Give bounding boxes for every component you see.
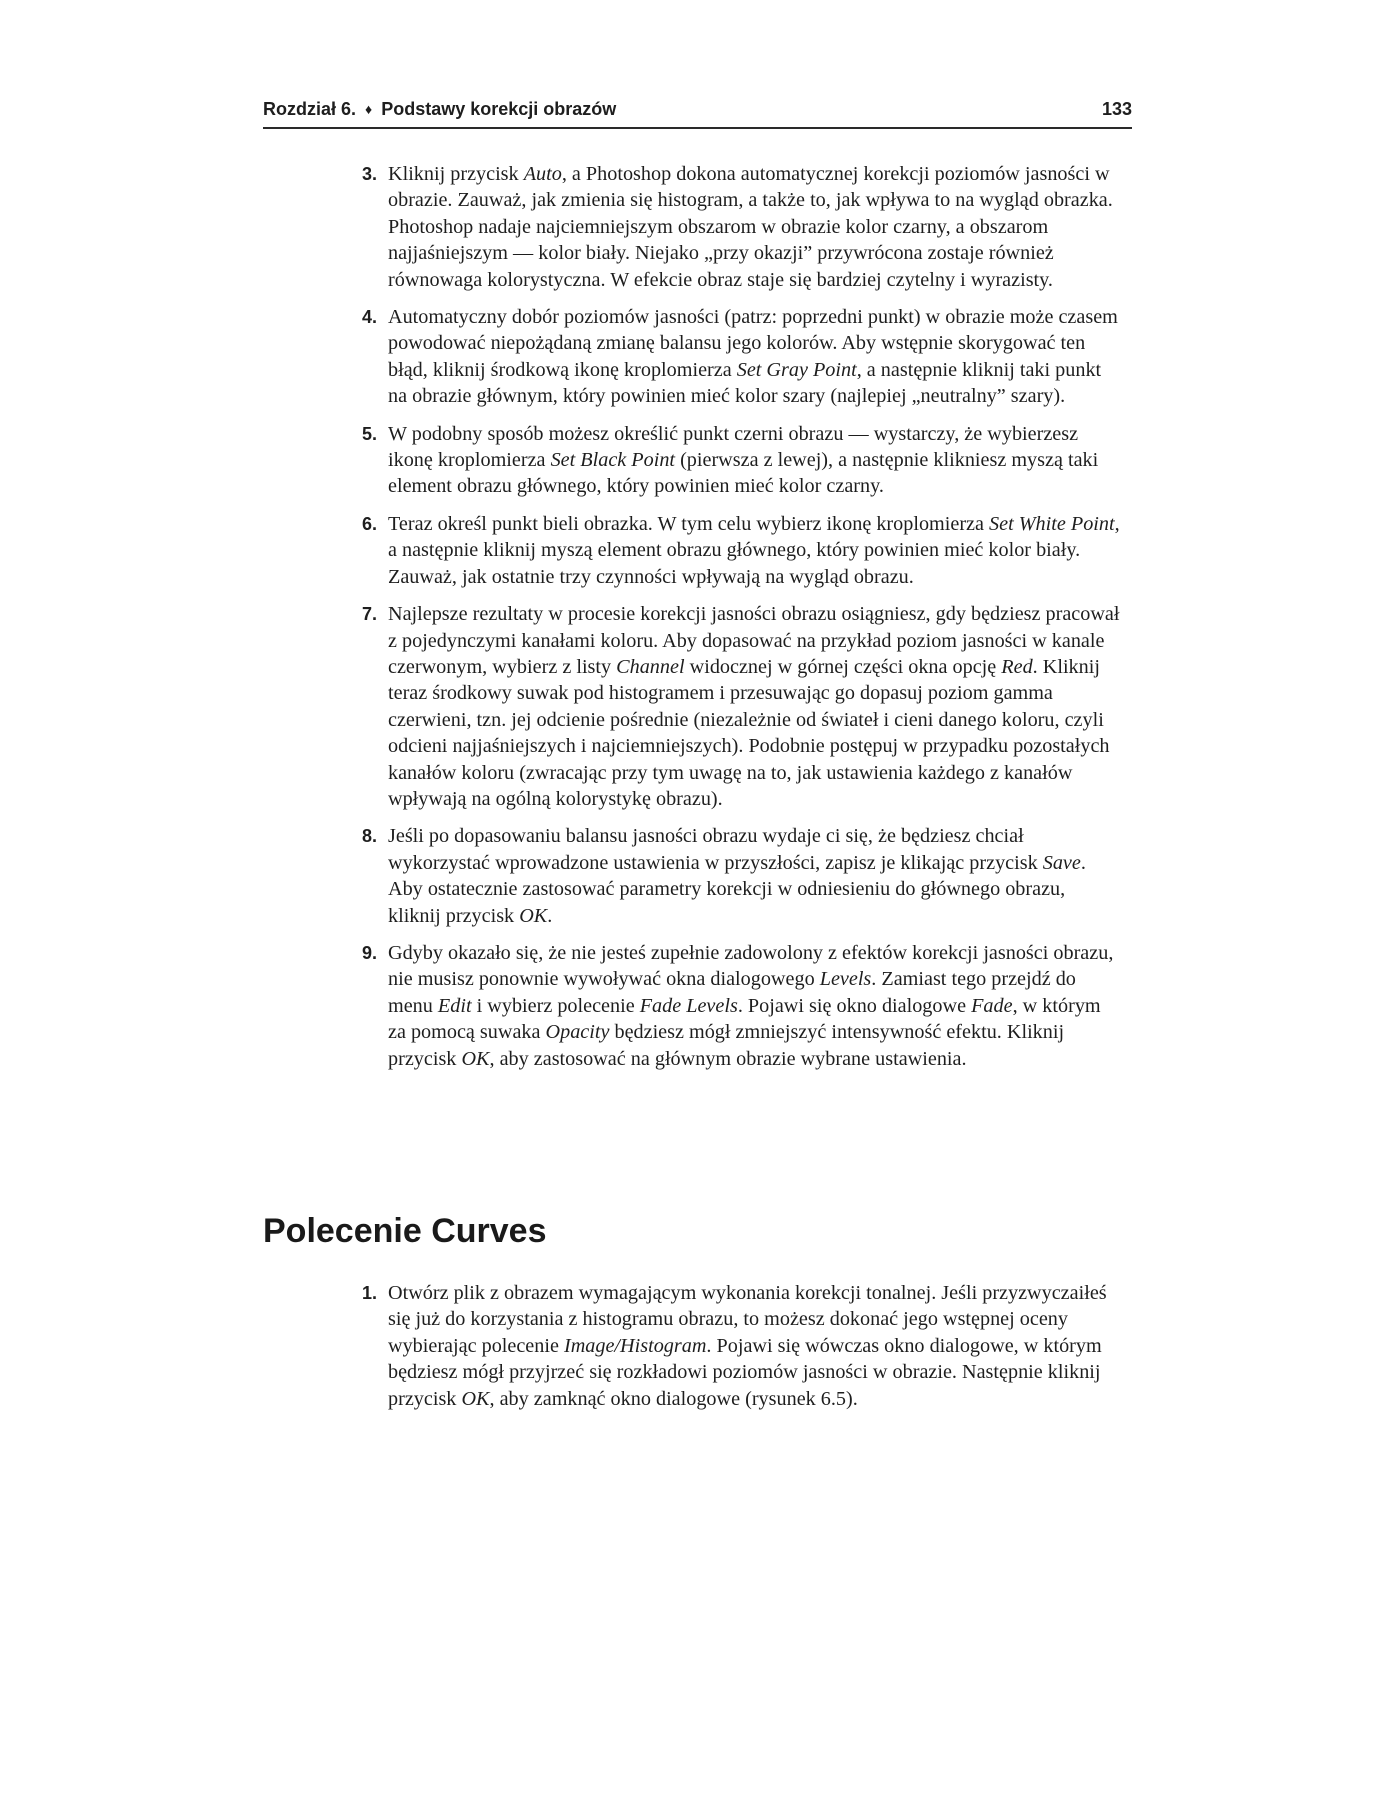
header-title: Podstawy korekcji obrazów (381, 99, 617, 119)
list-item-number: 8. (362, 826, 378, 847)
list-item-text: Gdyby okazało się, że nie jesteś zupełnie zadowolony z efektów korekcji jasności obrazu, nie musisz ponownie wywoływać okna dialogowego Levels. Zamiast tego przejdź do menu Edit i wybierz polecenie Fade Levels. Pojawi się okno dialogowe Fade, w którym za pomocą suwaka Opacity będziesz mógł zmniejszyć intensywność efektu. Kliknij przycisk OK, aby zastosować na głównym obrazie wybrane ustawienia. (388, 941, 1114, 1070)
page-number: 133 (1101, 99, 1132, 119)
header-chapter: Rozdział 6. (263, 99, 357, 119)
list-item (362, 823, 1122, 929)
diamond-icon: ♦ (365, 101, 373, 117)
list-item-number: 9. (362, 942, 378, 963)
list-item-number: 4. (362, 307, 378, 328)
list-item-number: 6. (362, 513, 378, 534)
list-item-number: 7. (362, 604, 378, 625)
list-item (362, 161, 1122, 293)
list-item (362, 940, 1122, 1072)
list-item (362, 511, 1122, 590)
section-steps-list (362, 1280, 1122, 1423)
list-item-number: 3. (362, 164, 378, 184)
steps-list (362, 161, 1122, 1083)
running-header (263, 97, 1132, 129)
list-item-number: 1. (362, 1283, 378, 1303)
section-title: Polecenie Curves (263, 1212, 547, 1250)
list-item (362, 304, 1122, 410)
list-item (362, 1280, 1122, 1412)
list-item-text: Najlepsze rezultaty w procesie korekcji jasności obrazu osiągniesz, gdy będziesz pracował z pojedynczymi kanałami koloru. Aby dopasować na przykład poziom jasności w kanale czerwonym, wybierz z listy Channel widocznej w górnej części okna opcję Red. Kliknij teraz środkowy suwak pod histogramem i przesuwając go dopasuj poziom gamma czerwieni, tzn. jej odcienie pośrednie (niezależnie od świateł i cieni danego koloru, czyli odcieni najjaśniejszych i najciemniejszych). Podobnie postępuj w przypadku pozostałych kanałów koloru (zwracając przy tym uwagę na to, jak ustawienia każdego z kanałów wpływają na ogólną kolorystykę obrazu). (388, 603, 1120, 810)
list-item-text: Jeśli po dopasowaniu balansu jasności obrazu wydaje ci się, że będziesz chciał wykorzystać wprowadzone ustawienia w przyszłości, zapisz je klikając przycisk Save. Aby ostatecznie zastosować parametry korekcji w odniesieniu do głównego obrazu, kliknij przycisk OK. (388, 825, 1086, 927)
header-chapter-title (263, 99, 616, 120)
list-item-text: W podobny sposób możesz określić punkt czerni obrazu — wystarczy, że wybierzesz ikonę kroplomierza Set Black Point (pierwsza z lewej), a następnie klikniesz myszą taki element obrazu głównego, który powinien mieć kolor czarny. (388, 422, 1099, 498)
list-item-text: Automatyczny dobór poziomów jasności (patrz: poprzedni punkt) w obrazie może czasem powodować niepożądaną zmianę balansu jego kolorów. Aby wstępnie skorygować ten błąd, kliknij środkową ikonę kroplomierza Set Gray Point, a następnie kliknij taki punkt na obrazie głównym, który powinien mieć kolor szary (najlepiej „neutralny” szary). (388, 306, 1118, 408)
list-item-text: Otwórz plik z obrazem wymagającym wykonania korekcji tonalnej. Jeśli przyzwyczaiłeś się już do korzystania z histogramu obrazu, to możesz dokonać jego wstępnej oceny wybierając polecenie Image/Histogram. Pojawi się wówczas okno dialogowe, w którym będziesz mógł przyjrzeć się rozkładowi poziomów jasności w obrazie. Następnie kliknij przycisk OK, aby zamknąć okno dialogowe (rysunek 6.5). (388, 1282, 1107, 1410)
list-item-text: Teraz określ punkt bieli obrazka. W tym celu wybierz ikonę kroplomierza Set White Point, a następnie kliknij myszą element obrazu głównego, który powinien mieć kolor biały. Zauważ, jak ostatnie trzy czynności wpływają na wygląd obrazu. (388, 512, 1120, 588)
list-item (362, 601, 1122, 812)
list-item (362, 421, 1122, 500)
list-item-text: Kliknij przycisk Auto, a Photoshop dokona automatycznej korekcji poziomów jasności w obrazie. Zauważ, jak zmienia się histogram, a także to, jak wpływa to na wygląd obrazka. Photoshop nadaje najciemniejszym obszarom w obrazie kolor czarny, a obszarom najjaśniejszym — kolor biały. Niejako „przy okazji” przywrócona zostaje również równowaga kolorystyczna. W efekcie obraz staje się bardziej czytelny i wyrazisty. (388, 163, 1113, 291)
list-item-number: 5. (362, 423, 378, 444)
